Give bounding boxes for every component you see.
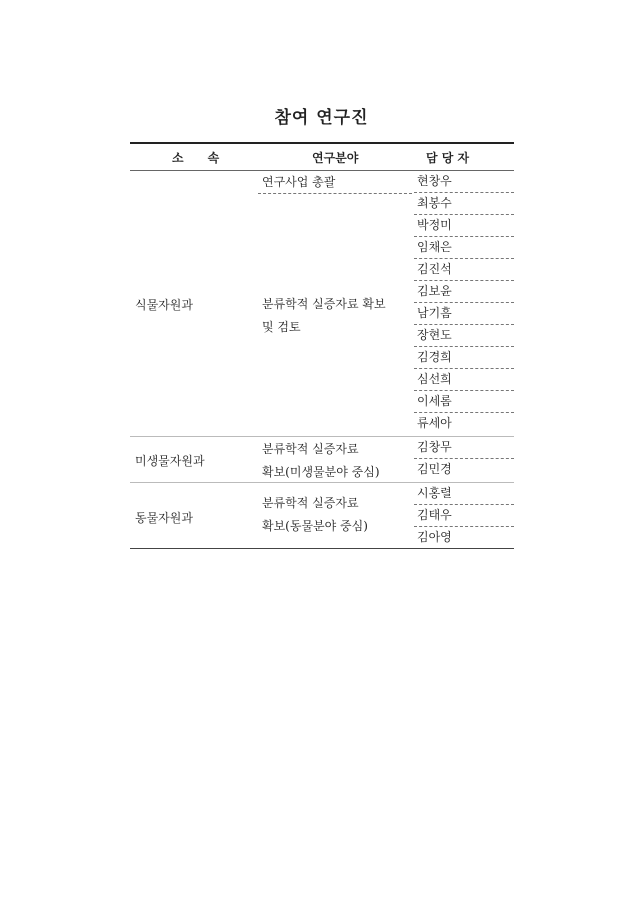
person-cell: 현창우: [414, 171, 514, 193]
affiliation-animal: 동물자원과: [135, 511, 193, 525]
field-line: 및 검토: [262, 320, 301, 334]
research-team-table: [130, 142, 514, 549]
field-animal-evidence: [262, 492, 368, 538]
person-cell: 시홍렬: [414, 483, 514, 505]
person-cell: 심선희: [414, 369, 514, 391]
person-cell: 박정미: [414, 215, 514, 237]
table-top-rule: [130, 142, 514, 144]
person-cell: 김아영: [417, 530, 452, 544]
field-line: 확보(동물분야 중심): [262, 519, 368, 533]
field-plant-evidence: [262, 293, 386, 339]
person-cell: 김민경: [417, 462, 452, 476]
person-cell: 김태우: [414, 505, 514, 527]
person-cell: 장현도: [414, 325, 514, 347]
person-cell: 김창무: [414, 437, 514, 459]
header-field: 연구분야: [312, 151, 359, 165]
field-microbe-evidence: [262, 438, 380, 484]
field-project-lead: [262, 171, 335, 194]
field-line: 확보(미생물분야 중심): [262, 465, 380, 479]
page-title: 참여 연구진: [274, 108, 369, 128]
person-cell: 임채은: [414, 237, 514, 259]
person-cell: 김경희: [414, 347, 514, 369]
person-cell: 류세아: [417, 416, 452, 430]
affiliation-plant: 식물자원과: [135, 298, 193, 312]
person-cell: 남기흠: [414, 303, 514, 325]
field-line: 연구사업 총괄: [262, 175, 336, 189]
header-affiliation: 소 속: [172, 151, 220, 165]
header-person: 담 당 자: [426, 151, 470, 165]
person-cell: 김보윤: [414, 281, 514, 303]
person-cell: 최봉수: [414, 193, 514, 215]
field-line: 분류학적 실증자료 확보: [262, 297, 386, 311]
affiliation-microbe: 미생물자원과: [135, 454, 205, 468]
field-line: 분류학적 실증자료: [262, 496, 359, 510]
person-cell: 이세롬: [414, 391, 514, 413]
field-line: 분류학적 실증자료: [262, 442, 359, 456]
person-cell: 김진석: [414, 259, 514, 281]
table-bottom-rule: [130, 548, 514, 549]
field-separator: [258, 193, 412, 194]
